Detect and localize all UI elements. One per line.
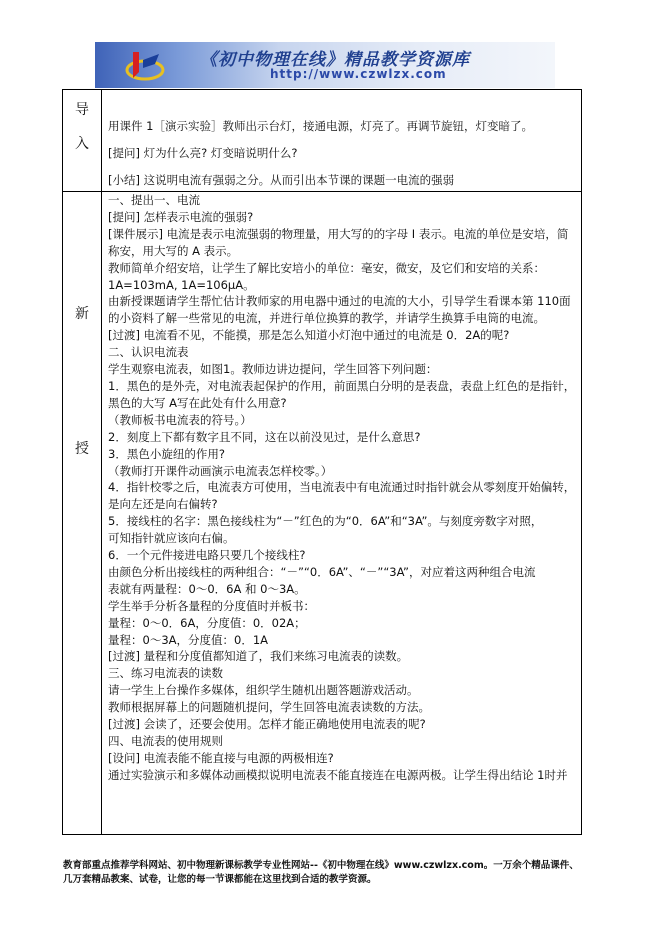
intro-label-char-1: 导 xyxy=(75,102,89,118)
lesson-line: 三、练习电流表的读数 xyxy=(108,666,223,681)
intro-row xyxy=(63,90,582,192)
new-lesson-label-char-2: 授 xyxy=(75,441,89,457)
lesson-line: 4．指针校零之后，电流表方可使用，当电流表中有电流通过时指针就会从零刻度开始偏转， xyxy=(108,480,576,495)
lesson-line: 6．一个元件接进电路只要几个接线柱? xyxy=(108,548,306,563)
footer-line: 几万套精品教案、试卷，让您的每一节课都能在这里找到合适的教学资源。 xyxy=(63,874,377,885)
lesson-line: 1．黑色的是外壳，对电流表起保护的作用，前面黑白分明的是表盘，表盘上红色的是指针， xyxy=(108,378,576,393)
new-lesson-label xyxy=(63,192,102,835)
lesson-line: 学生观察电流表，如图1。教师边讲边提问，学生回答下列问题： xyxy=(108,362,438,377)
lesson-line: 5．接线柱的名字：黑色接线柱为“－”红色的为“0．6A”和“3A”。与刻度旁数字对照， xyxy=(108,514,543,529)
lesson-line: 可知指针就应该向右偏。 xyxy=(108,531,235,546)
lesson-line: 学生举手分析各量程的分度值时并板书： xyxy=(108,598,315,613)
lesson-line: 是向左还是向右偏转? xyxy=(108,497,218,512)
banner-url[interactable]: http://www.czwlzx.com xyxy=(270,67,447,81)
lesson-line: 教师根据屏幕上的问题随机提问，学生回答电流表读数的方法。 xyxy=(108,700,430,715)
page-footer xyxy=(63,859,603,887)
new-lesson-label-char-1: 新 xyxy=(75,306,89,322)
lesson-line: 由颜色分析出接线柱的两种组合：“－”“0．6A”、“－”“3A”，对应着这两种组合电流 xyxy=(108,564,536,579)
lesson-line: 3．黑色小旋纽的作用? xyxy=(108,446,225,461)
lesson-line: 称安，用大写的 A 表示。 xyxy=(108,243,239,258)
lesson-line: 黑色的大写 A写在此处有什么用意? xyxy=(108,395,287,410)
lesson-line: 一、提出一、电流 xyxy=(108,193,200,207)
lesson-line: [课件展示] 电流是表示电流强弱的物理量，用大写的的字母 I 表示。电流的单位是安培，简 xyxy=(108,226,569,241)
lesson-line: 的小资料了解一些常见的电流，并进行单位换算的教学，并请学生换算手电筒的电流。 xyxy=(108,311,545,326)
lesson-line: 表就有两量程：0～0．6A 和 0～3A。 xyxy=(108,581,306,596)
lesson-line: 二、认识电流表 xyxy=(108,345,189,360)
new-lesson-content xyxy=(102,192,582,835)
lesson-line: [过渡] 量程和分度值都知道了，我们来练习电流表的读数。 xyxy=(108,649,409,664)
lesson-line: [过渡] 电流看不见，不能摸，那是怎么知道小灯泡中通过的电流是 0．2A的呢? xyxy=(108,328,510,343)
lesson-line: [提问] 怎样表示电流的强弱? xyxy=(108,209,254,224)
intro-label-char-2: 入 xyxy=(75,136,89,152)
lesson-line: [设问] 电流表能不能直接与电源的两极相连? xyxy=(108,750,334,765)
lesson-table xyxy=(62,89,582,835)
header-banner xyxy=(95,42,555,88)
lesson-line: 通过实验演示和多媒体动画模拟说明电流表不能直接连在电源两极。让学生得出结论 1时并 xyxy=(108,767,568,782)
intro-content xyxy=(102,90,582,192)
new-lesson-row xyxy=(63,192,582,835)
lesson-line: （教师板书电流表的符号。） xyxy=(108,412,252,427)
intro-label xyxy=(63,90,102,192)
lesson-line: 由新授课题请学生帮忙估计教师家的用电器中通过的电流的大小，引导学生看课本第 110面 xyxy=(108,294,571,309)
intro-line: [小结] 这说明电流有强弱之分。从而引出本节课的课题一电流的强弱 xyxy=(108,172,455,187)
intro-line: [提问] 灯为什么亮? 灯变暗说明什么? xyxy=(108,145,298,160)
lesson-line: 量程：0～0．6A，分度值：0．02A； xyxy=(108,615,306,630)
lesson-line: 1A=103mA, 1A=106μA。 xyxy=(108,277,255,292)
site-logo-icon xyxy=(125,48,165,82)
banner-title: 《初中物理在线》精品教学资源库 xyxy=(200,50,470,70)
lesson-line: 2．刻度上下都有数字且不同，这在以前没见过，是什么意思? xyxy=(108,429,421,444)
lesson-line: 请一学生上台操作多媒体，组织学生随机出题答题游戏活动。 xyxy=(108,683,419,698)
lesson-line: 教师简单介绍安培，让学生了解比安培小的单位：毫安，微安，及它们和安培的关系： xyxy=(108,260,545,275)
footer-line: 教育部重点推荐学科网站、初中物理新课标教学专业性网站--《初中物理在线》www.czwlzx.com。一万余个精品课件、 xyxy=(63,860,579,871)
lesson-line: 四、电流表的使用规则 xyxy=(108,734,223,748)
intro-line: 用课件 1［演示实验］教师出示台灯，接通电源，灯亮了。再调节旋钮，灯变暗了。 xyxy=(108,119,533,133)
lesson-line: [过渡] 会读了，还要会使用。怎样才能正确地使用电流表的呢? xyxy=(108,717,426,732)
lesson-line: （教师打开课件动画演示电流表怎样校零。） xyxy=(108,463,333,478)
lesson-line: 量程：0～3A，分度值：0．1A xyxy=(108,632,268,647)
